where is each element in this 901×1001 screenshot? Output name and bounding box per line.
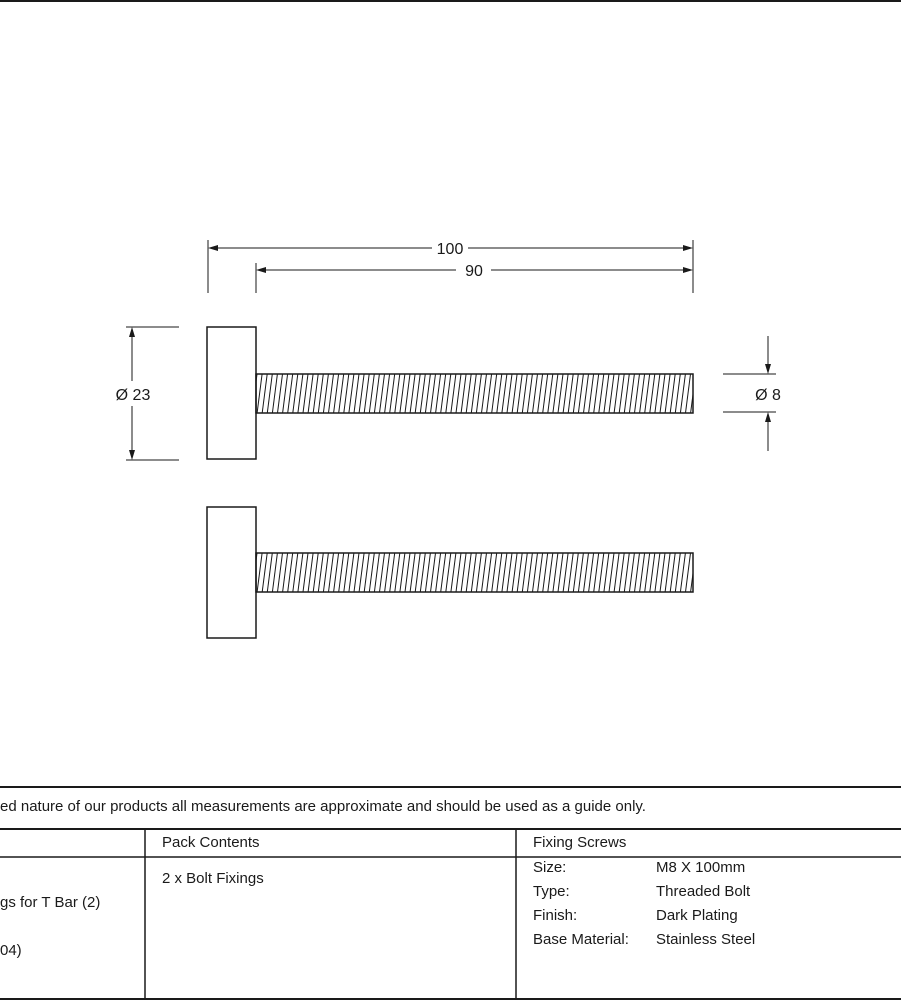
thread-hatch-line xyxy=(441,374,446,413)
thread-hatch-line xyxy=(563,553,568,592)
thread-hatch-line xyxy=(339,374,344,413)
thread-hatch-line xyxy=(425,553,430,592)
thread-hatch-line xyxy=(446,374,451,413)
dimension-thread-diameter-label: Ø 8 xyxy=(755,387,781,404)
thread-hatch-line xyxy=(686,553,691,592)
thread-hatch-line xyxy=(640,553,645,592)
bolt-thread-shaft xyxy=(256,553,693,592)
thread-hatch-line xyxy=(512,553,517,592)
spec-table-lines xyxy=(0,787,901,999)
bolt-top xyxy=(207,327,701,459)
spec-label-finish: Finish: xyxy=(533,907,578,924)
thread-hatch-line xyxy=(538,553,543,592)
thread-hatch-line xyxy=(680,374,685,413)
thread-hatch-line xyxy=(629,553,634,592)
thread-hatch-line xyxy=(563,374,568,413)
thread-hatch-line xyxy=(589,553,594,592)
thread-hatch-line xyxy=(543,374,548,413)
thread-hatch-line xyxy=(635,553,640,592)
thread-hatch-line xyxy=(476,553,481,592)
thread-hatch-line xyxy=(354,374,359,413)
thread-hatch-line xyxy=(487,374,492,413)
thread-hatch-line xyxy=(431,553,436,592)
thread-hatch-line xyxy=(298,374,303,413)
thread-hatch-line xyxy=(298,553,303,592)
thread-hatch-line xyxy=(272,374,277,413)
thread-hatch-line xyxy=(415,374,420,413)
thread-hatch-line xyxy=(349,374,354,413)
thread-hatch-line xyxy=(425,374,430,413)
thread-hatch-line xyxy=(471,553,476,592)
fixing-screws-header: Fixing Screws xyxy=(533,834,627,851)
thread-hatch-line xyxy=(471,374,476,413)
thread-hatch-line xyxy=(670,374,675,413)
thread-hatch-line xyxy=(390,553,395,592)
thread-hatch-line xyxy=(262,374,267,413)
thread-hatch-line xyxy=(609,374,614,413)
thread-hatch-line xyxy=(533,374,538,413)
thread-hatch-line xyxy=(696,553,701,592)
spec-value-size: M8 X 100mm xyxy=(656,859,746,876)
thread-hatch-line xyxy=(568,374,573,413)
thread-hatch-line xyxy=(303,553,308,592)
thread-hatch-line xyxy=(257,553,262,592)
thread-hatch-line xyxy=(308,374,313,413)
thread-hatch-line xyxy=(323,553,328,592)
thread-hatch-line xyxy=(329,553,334,592)
thread-hatch-line xyxy=(369,374,374,413)
thread-hatch-line xyxy=(410,374,415,413)
thread-hatch-line xyxy=(354,553,359,592)
thread-hatch-line xyxy=(278,553,283,592)
pack-contents-header: Pack Contents xyxy=(162,834,260,851)
thread-hatch-line xyxy=(334,374,339,413)
thread-hatch-line xyxy=(548,553,553,592)
thread-hatch-line xyxy=(374,553,379,592)
thread-hatch-line xyxy=(599,553,604,592)
thread-hatch-line xyxy=(380,553,385,592)
spec-label-type: Type: xyxy=(533,883,570,900)
thread-hatch-line xyxy=(573,553,578,592)
thread-hatch-line xyxy=(395,374,400,413)
thread-hatch-line xyxy=(665,374,670,413)
spec-value-type: Threaded Bolt xyxy=(656,883,751,900)
thread-hatch-line xyxy=(313,374,318,413)
thread-hatch-line xyxy=(635,374,640,413)
thread-hatch-line xyxy=(466,553,471,592)
dimension-thread-length xyxy=(256,263,693,293)
pack-contents-item: 2 x Bolt Fixings xyxy=(162,870,264,887)
thread-hatch-line xyxy=(431,374,436,413)
dimension-overall-length-label: 100 xyxy=(436,241,464,258)
dimension-thread-diameter xyxy=(723,336,781,451)
spec-value-base-material: Stainless Steel xyxy=(656,931,756,948)
thread-hatch-line xyxy=(420,553,425,592)
thread-hatch-line xyxy=(675,374,680,413)
thread-hatch-line xyxy=(466,374,471,413)
thread-hatch-line xyxy=(568,553,573,592)
thread-hatch-line xyxy=(492,553,497,592)
thread-hatch-line xyxy=(461,553,466,592)
thread-hatch-line xyxy=(538,374,543,413)
thread-hatch-line xyxy=(374,374,379,413)
thread-hatch-line xyxy=(553,374,558,413)
thread-hatch-line xyxy=(599,374,604,413)
thread-hatch-line xyxy=(629,374,634,413)
thread-hatch-line xyxy=(283,553,288,592)
thread-hatch-line xyxy=(645,374,650,413)
thread-hatch-line xyxy=(492,374,497,413)
thread-hatch-line xyxy=(288,553,293,592)
thread-hatch-line xyxy=(497,374,502,413)
thread-hatch-line xyxy=(522,374,527,413)
disclaimer-text: ed nature of our products all measurements are approximate and should be used as a guide only. xyxy=(0,798,646,815)
thread-hatch-line xyxy=(380,374,385,413)
thread-hatch-line xyxy=(293,553,298,592)
thread-hatch-line xyxy=(660,374,665,413)
thread-hatch-line xyxy=(451,374,456,413)
thread-hatch-line xyxy=(502,553,507,592)
thread-hatch-line xyxy=(278,374,283,413)
spec-label-size: Size: xyxy=(533,859,567,876)
thread-hatch-line xyxy=(267,374,272,413)
thread-hatch-line xyxy=(400,374,405,413)
thread-hatch-line xyxy=(609,553,614,592)
thread-hatch-line xyxy=(344,374,349,413)
thread-hatch-line xyxy=(410,553,415,592)
bolt-head xyxy=(207,507,256,638)
thread-hatch-line xyxy=(578,374,583,413)
thread-hatch-line xyxy=(420,374,425,413)
dimension-thread-length-label: 90 xyxy=(465,263,483,280)
thread-hatch-line xyxy=(497,553,502,592)
thread-hatch-line xyxy=(522,553,527,592)
thread-hatch-line xyxy=(502,374,507,413)
thread-hatch-line xyxy=(619,553,624,592)
thread-hatch-line xyxy=(262,553,267,592)
thread-hatch-line xyxy=(405,374,410,413)
thread-hatch-line xyxy=(507,374,512,413)
thread-hatch-line xyxy=(543,553,548,592)
thread-hatch-line xyxy=(614,553,619,592)
dimension-head-diameter-label: Ø 23 xyxy=(115,387,151,404)
thread-hatch-line xyxy=(584,553,589,592)
thread-hatch-line xyxy=(436,374,441,413)
dimension-head-diameter xyxy=(116,327,179,460)
thread-hatch-line xyxy=(640,374,645,413)
thread-hatch-line xyxy=(624,553,629,592)
left-column-line-1: gs for T Bar (2) xyxy=(0,894,101,911)
thread-hatch-line xyxy=(573,374,578,413)
thread-hatch-line xyxy=(665,553,670,592)
thread-hatch-line xyxy=(604,374,609,413)
thread-hatch-line xyxy=(655,374,660,413)
thread-hatch-line xyxy=(696,374,701,413)
thread-hatch-line xyxy=(359,374,364,413)
thread-hatch-line xyxy=(267,553,272,592)
spec-label-base-material: Base Material: xyxy=(533,931,629,948)
thread-hatch-line xyxy=(614,374,619,413)
thread-hatch-line xyxy=(660,553,665,592)
thread-hatch-line xyxy=(318,374,323,413)
thread-hatch-line xyxy=(359,553,364,592)
thread-hatch-line xyxy=(604,553,609,592)
thread-hatch-line xyxy=(686,374,691,413)
thread-hatch-line xyxy=(533,553,538,592)
thread-hatch-line xyxy=(390,374,395,413)
thread-hatch-line xyxy=(334,553,339,592)
thread-hatch-line xyxy=(272,553,277,592)
thread-hatch-line xyxy=(308,553,313,592)
left-column-line-2: 04) xyxy=(0,942,22,959)
dimension-overall-length xyxy=(208,240,693,293)
thread-hatch-line xyxy=(624,374,629,413)
thread-hatch-line xyxy=(527,374,532,413)
thread-hatch-line xyxy=(364,374,369,413)
thread-hatch-line xyxy=(303,374,308,413)
spec-value-finish: Dark Plating xyxy=(656,907,738,924)
thread-hatch-line xyxy=(293,374,298,413)
bolt-thread-hatching xyxy=(252,553,701,592)
thread-hatch-line xyxy=(553,553,558,592)
thread-hatch-line xyxy=(446,553,451,592)
thread-hatch-line xyxy=(594,553,599,592)
thread-hatch-line xyxy=(385,374,390,413)
thread-hatch-line xyxy=(349,553,354,592)
thread-hatch-line xyxy=(645,553,650,592)
bolt-thread-shaft xyxy=(256,374,693,413)
thread-hatch-line xyxy=(680,553,685,592)
thread-hatch-line xyxy=(594,374,599,413)
thread-hatch-line xyxy=(476,374,481,413)
thread-hatch-line xyxy=(456,553,461,592)
thread-hatch-line xyxy=(318,553,323,592)
thread-hatch-line xyxy=(364,553,369,592)
thread-hatch-line xyxy=(482,553,487,592)
thread-hatch-line xyxy=(451,553,456,592)
bolt-bottom xyxy=(207,507,701,638)
thread-hatch-line xyxy=(589,374,594,413)
thread-hatch-line xyxy=(395,553,400,592)
thread-hatch-line xyxy=(329,374,334,413)
thread-hatch-line xyxy=(487,553,492,592)
thread-hatch-line xyxy=(584,374,589,413)
thread-hatch-line xyxy=(405,553,410,592)
thread-hatch-line xyxy=(517,374,522,413)
thread-hatch-line xyxy=(344,553,349,592)
thread-hatch-line xyxy=(558,553,563,592)
thread-hatch-line xyxy=(578,553,583,592)
thread-hatch-line xyxy=(512,374,517,413)
thread-hatch-line xyxy=(482,374,487,413)
thread-hatch-line xyxy=(400,553,405,592)
thread-hatch-line xyxy=(456,374,461,413)
thread-hatch-line xyxy=(323,374,328,413)
thread-hatch-line xyxy=(670,553,675,592)
thread-hatch-line xyxy=(650,374,655,413)
thread-hatch-line xyxy=(257,374,262,413)
thread-hatch-line xyxy=(441,553,446,592)
thread-hatch-line xyxy=(313,553,318,592)
thread-hatch-line xyxy=(436,553,441,592)
thread-hatch-line xyxy=(507,553,512,592)
bolt-head xyxy=(207,327,256,459)
thread-hatch-line xyxy=(675,553,680,592)
thread-hatch-line xyxy=(517,553,522,592)
thread-hatch-line xyxy=(369,553,374,592)
thread-hatch-line xyxy=(548,374,553,413)
thread-hatch-line xyxy=(558,374,563,413)
thread-hatch-line xyxy=(650,553,655,592)
thread-hatch-line xyxy=(655,553,660,592)
thread-hatch-line xyxy=(283,374,288,413)
thread-hatch-line xyxy=(527,553,532,592)
thread-hatch-line xyxy=(288,374,293,413)
thread-hatch-line xyxy=(385,553,390,592)
thread-hatch-line xyxy=(619,374,624,413)
thread-hatch-line xyxy=(339,553,344,592)
bolt-thread-hatching xyxy=(252,374,701,413)
thread-hatch-line xyxy=(461,374,466,413)
thread-hatch-line xyxy=(415,553,420,592)
